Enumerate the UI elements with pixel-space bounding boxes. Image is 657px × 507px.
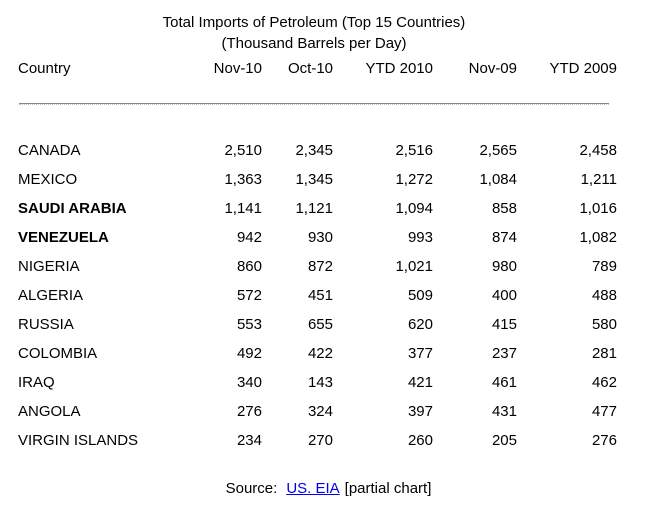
value-cell: 1,094: [395, 200, 433, 217]
value-cell: 1,084: [479, 171, 517, 188]
source-suffix: [partial chart]: [344, 480, 432, 497]
country-cell: SAUDI ARABIA: [18, 200, 127, 217]
table-row: [18, 165, 617, 194]
value-cell: 462: [591, 374, 617, 391]
column-header-nov10: Nov-10: [213, 60, 262, 77]
country-cell: COLOMBIA: [18, 345, 98, 362]
header-divider-rule: [19, 103, 609, 105]
chart-title: Total Imports of Petroleum (Top 15 Countries): [162, 14, 466, 31]
imports-data-table: [18, 136, 617, 455]
value-cell: 415: [491, 316, 517, 333]
value-cell: 858: [491, 200, 517, 217]
table-row: [18, 194, 617, 223]
country-cell: MEXICO: [18, 171, 78, 188]
value-cell: 2,345: [295, 142, 333, 159]
country-cell: VIRGIN ISLANDS: [18, 432, 139, 449]
value-cell: 789: [591, 258, 617, 275]
value-cell: 655: [307, 316, 333, 333]
value-cell: 324: [307, 403, 333, 420]
value-cell: 397: [407, 403, 433, 420]
value-cell: 1,021: [395, 258, 433, 275]
value-cell: 451: [307, 287, 333, 304]
value-cell: 1,016: [579, 200, 617, 217]
column-header-row: [18, 60, 617, 77]
value-cell: 488: [591, 287, 617, 304]
value-cell: 276: [591, 432, 617, 449]
value-cell: 942: [236, 229, 262, 246]
table-row: [18, 426, 617, 455]
value-cell: 377: [407, 345, 433, 362]
country-cell: RUSSIA: [18, 316, 74, 333]
country-cell: NIGERIA: [18, 258, 80, 275]
value-cell: 492: [236, 345, 262, 362]
column-header-country: Country: [18, 60, 71, 77]
column-header-ytd2009: YTD 2009: [549, 60, 617, 77]
value-cell: 580: [591, 316, 617, 333]
country-cell: CANADA: [18, 142, 81, 159]
value-cell: 553: [236, 316, 262, 333]
value-cell: 860: [236, 258, 262, 275]
source-line: [0, 480, 657, 498]
value-cell: 477: [591, 403, 617, 420]
value-cell: 620: [407, 316, 433, 333]
value-cell: 1,141: [224, 200, 262, 217]
value-cell: 422: [307, 345, 333, 362]
value-cell: 874: [491, 229, 517, 246]
value-cell: 260: [407, 432, 433, 449]
table-row: [18, 252, 617, 281]
value-cell: 930: [307, 229, 333, 246]
value-cell: 1,363: [224, 171, 262, 188]
table-row: [18, 281, 617, 310]
value-cell: 270: [307, 432, 333, 449]
value-cell: 872: [307, 258, 333, 275]
chart-subtitle: (Thousand Barrels per Day): [221, 35, 407, 52]
value-cell: 1,211: [580, 171, 617, 188]
value-cell: 509: [407, 287, 433, 304]
value-cell: 461: [491, 374, 517, 391]
value-cell: 431: [491, 403, 517, 420]
value-cell: 1,121: [295, 200, 333, 217]
value-cell: 1,082: [579, 229, 617, 246]
value-cell: 2,516: [395, 142, 433, 159]
value-cell: 400: [491, 287, 517, 304]
value-cell: 572: [236, 287, 262, 304]
value-cell: 205: [491, 432, 517, 449]
value-cell: 2,565: [479, 142, 517, 159]
value-cell: 340: [236, 374, 262, 391]
value-cell: 237: [491, 345, 517, 362]
table-row: [18, 397, 617, 426]
table-row: [18, 339, 617, 368]
chart-title-block: [0, 0, 628, 54]
source-label: Source:: [225, 480, 278, 497]
value-cell: 234: [236, 432, 262, 449]
value-cell: 1,345: [295, 171, 333, 188]
value-cell: 980: [491, 258, 517, 275]
country-cell: IRAQ: [18, 374, 55, 391]
column-header-oct10: Oct-10: [287, 60, 333, 77]
value-cell: 421: [407, 374, 433, 391]
value-cell: 1,272: [395, 171, 433, 188]
column-header-ytd2010: YTD 2010: [365, 60, 433, 77]
table-row: [18, 223, 617, 252]
value-cell: 993: [407, 229, 433, 246]
table-row: [18, 136, 617, 165]
value-cell: 143: [307, 374, 333, 391]
column-header-nov09: Nov-09: [468, 60, 517, 77]
country-cell: ALGERIA: [18, 287, 84, 304]
value-cell: 2,510: [224, 142, 262, 159]
table-row: [18, 310, 617, 339]
table-row: [18, 368, 617, 397]
value-cell: 281: [591, 345, 617, 362]
value-cell: 2,458: [579, 142, 617, 159]
country-cell: VENEZUELA: [18, 229, 109, 246]
source-link[interactable]: US. EIA: [286, 480, 340, 497]
country-cell: ANGOLA: [18, 403, 81, 420]
value-cell: 276: [236, 403, 262, 420]
